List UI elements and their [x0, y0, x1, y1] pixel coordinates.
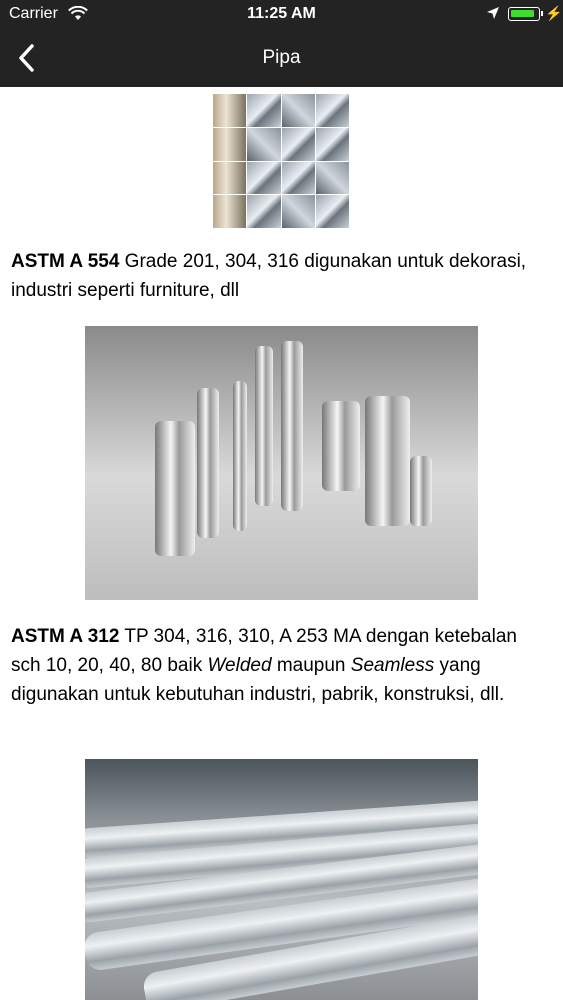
item-code: ASTM A 312: [11, 626, 120, 647]
item-astm-a312-description: [11, 622, 541, 709]
page-title: Pipa: [262, 47, 301, 68]
location-arrow-icon: [486, 6, 500, 25]
charging-icon: ⚡: [545, 5, 563, 21]
item-astm-a554-description: [11, 247, 541, 305]
item-text: maupun: [271, 655, 351, 676]
item-welded: Welded: [207, 655, 272, 676]
pipe-collage-image: [213, 94, 349, 228]
item-text: yang digunakan untuk kebutuhan industri, pabrik, konstruksi, dll.: [11, 655, 505, 705]
battery-icon: [508, 7, 540, 21]
item-code: ASTM A 554: [11, 251, 120, 272]
item-text: TP 304, 316, 310, A 253 MA dengan ketebalan sch 10, 20, 40, 80 baik: [11, 626, 517, 676]
clock: 11:25 AM: [247, 5, 316, 22]
content-scroll[interactable]: [0, 87, 563, 1000]
decorative-pipes-image: [85, 326, 478, 600]
item-seamless: Seamless: [350, 655, 435, 676]
nav-bar: [0, 30, 563, 87]
industrial-pipes-image: [85, 759, 478, 1000]
carrier-label: Carrier: [9, 5, 58, 22]
item-text: Grade 201, 304, 316 digunakan untuk dekorasi, industri seperti furniture, dll: [11, 251, 527, 301]
status-bar: [0, 0, 563, 30]
